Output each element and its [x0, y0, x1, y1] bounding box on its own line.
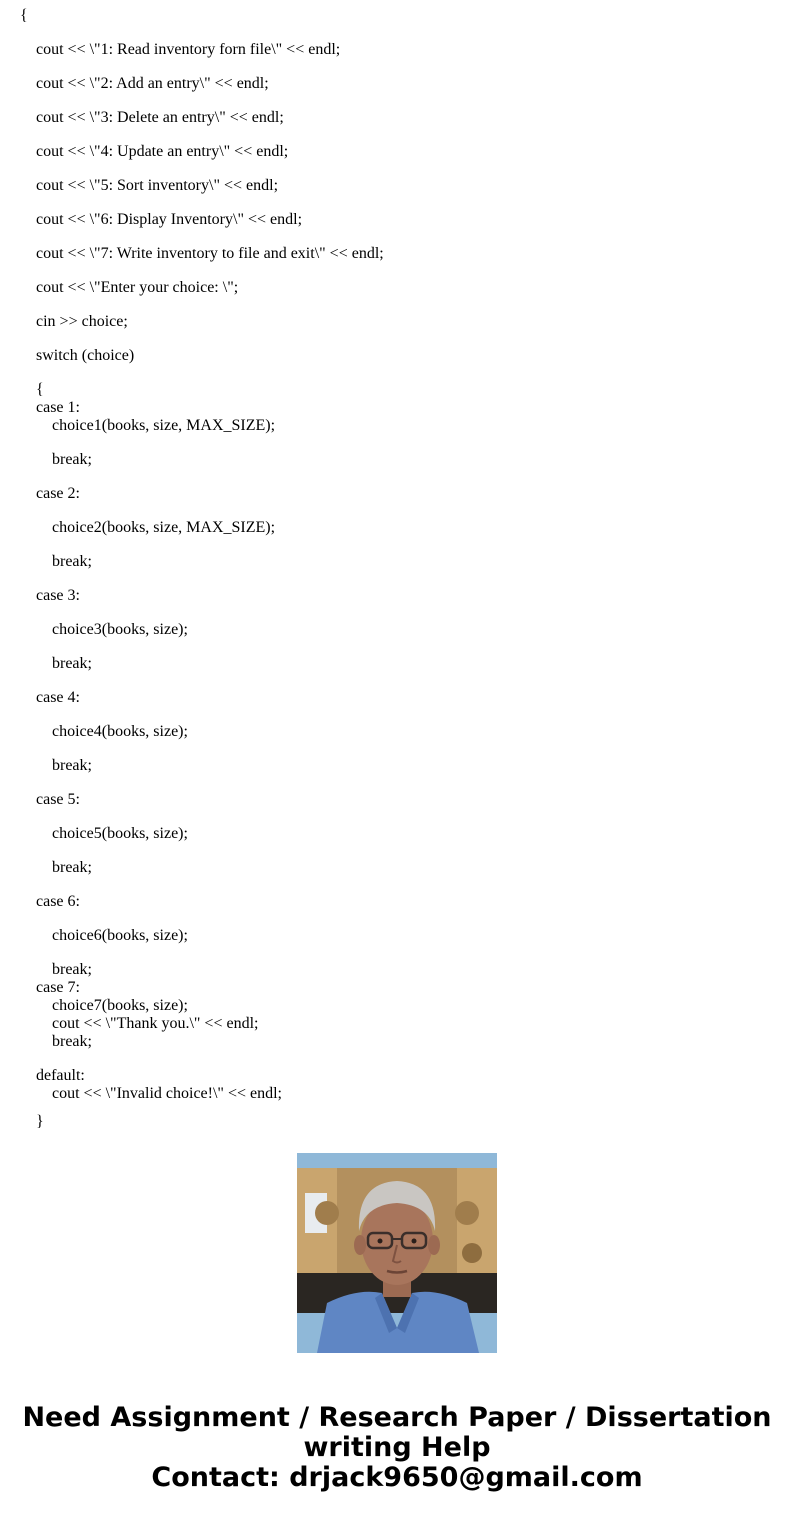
code-line: break;: [52, 1033, 92, 1050]
code-line: break;: [52, 451, 92, 468]
portrait-image: [297, 1153, 497, 1353]
contact-banner: [0, 1403, 794, 1493]
code-line: break;: [52, 553, 92, 570]
code-line: choice7(books, size);: [52, 997, 188, 1014]
code-line: case 3:: [36, 587, 80, 604]
code-line: cout << \"5: Sort inventory\" << endl;: [36, 177, 279, 194]
code-line: choice5(books, size);: [52, 825, 188, 842]
code-line: cout << \"Thank you.\" << endl;: [52, 1015, 259, 1032]
banner-line-2: writing Help: [303, 1432, 491, 1463]
code-line: case 2:: [36, 485, 80, 502]
code-line: cout << \"4: Update an entry\" << endl;: [36, 143, 289, 160]
code-line: case 5:: [36, 791, 80, 808]
code-line: cin >> choice;: [36, 313, 128, 330]
code-line: {: [20, 7, 28, 24]
code-line: cout << \"Invalid choice!\" << endl;: [52, 1085, 282, 1102]
code-line: cout << \"2: Add an entry\" << endl;: [36, 75, 269, 92]
code-line: choice6(books, size);: [52, 927, 188, 944]
code-line: switch (choice): [36, 347, 135, 364]
code-line: cout << \"3: Delete an entry\" << endl;: [36, 109, 284, 126]
code-line: break;: [52, 655, 92, 672]
banner-line-1: Need Assignment / Research Paper / Dissertation: [22, 1402, 772, 1433]
code-line: break;: [52, 757, 92, 774]
code-line: cout << \"7: Write inventory to file and exit\" << endl;: [36, 245, 384, 262]
code-line: cout << \"1: Read inventory forn file\" << endl;: [36, 41, 341, 58]
code-line: choice1(books, size, MAX_SIZE);: [52, 417, 276, 434]
code-line: case 6:: [36, 893, 80, 910]
code-line: }: [36, 1113, 44, 1130]
code-line: break;: [52, 859, 92, 876]
code-line: choice3(books, size);: [52, 621, 188, 638]
code-line: cout << \"Enter your choice: \";: [36, 279, 239, 296]
code-line: cout << \"6: Display Inventory\" << endl;: [36, 211, 303, 228]
contact-email: Contact: drjack9650@gmail.com: [151, 1462, 643, 1493]
code-line: choice4(books, size);: [52, 723, 188, 740]
code-line: default:: [36, 1067, 85, 1084]
author-photo: [297, 1153, 497, 1353]
code-line: case 4:: [36, 689, 80, 706]
code-line: case 1:: [36, 399, 80, 416]
code-line: break;: [52, 961, 92, 978]
code-line: case 7:: [36, 979, 80, 996]
code-line: choice2(books, size, MAX_SIZE);: [52, 519, 276, 536]
code-line: {: [36, 381, 44, 398]
